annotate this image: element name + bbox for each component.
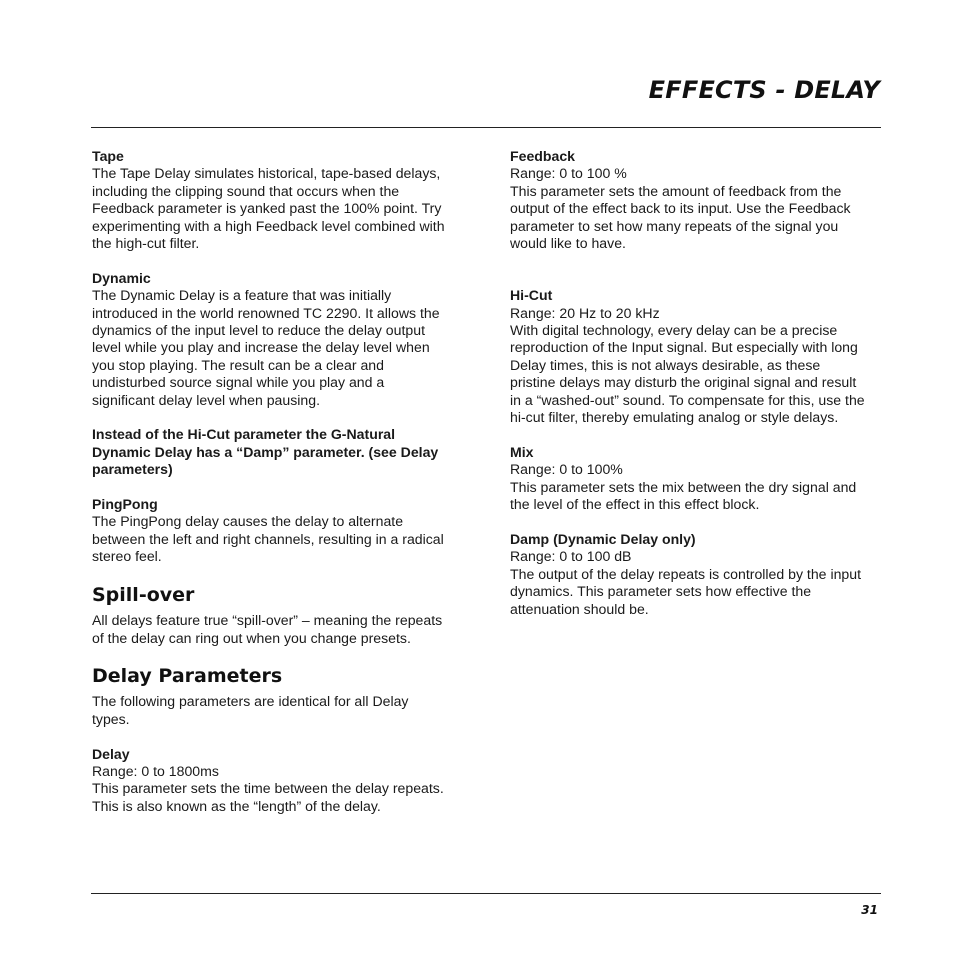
text-line: The Tape Delay simulates historical, tape-based delays, bbox=[92, 165, 441, 182]
section-heading: Hi-Cut bbox=[510, 287, 553, 304]
range-text: Range: 0 to 1800ms bbox=[92, 762, 219, 779]
section-hicut bbox=[510, 287, 882, 426]
section-feedback bbox=[510, 148, 882, 252]
delay-parameters-heading: Delay Parameters bbox=[92, 665, 283, 688]
section-body bbox=[92, 165, 464, 252]
text-line: With digital technology, every delay can be a precise bbox=[510, 322, 838, 339]
text-line: types. bbox=[92, 710, 130, 727]
page-title: EFFECTS - DELAY bbox=[648, 76, 880, 104]
text-line: undisturbed source signal while you play and a bbox=[92, 374, 385, 391]
text-line: the level of the effect in this effect block. bbox=[510, 496, 760, 513]
text-line: stereo feel. bbox=[92, 548, 162, 565]
section-heading: Delay bbox=[92, 745, 130, 762]
text-line: output of the effect back to its input. Use the Feedback bbox=[510, 200, 851, 217]
text-line: experimenting with a high Feedback level combined with bbox=[92, 217, 445, 234]
text-line: the high-cut filter. bbox=[92, 235, 200, 252]
section-heading: PingPong bbox=[92, 496, 158, 513]
section-heading: Tape bbox=[92, 148, 124, 164]
text-line: This parameter sets the amount of feedback from the bbox=[510, 182, 842, 199]
range-text: Range: 0 to 100 % bbox=[510, 165, 627, 182]
right-column bbox=[510, 148, 882, 635]
section-mix bbox=[510, 444, 882, 514]
text-line: All delays feature true “spill-over” – meaning the repeats bbox=[92, 612, 443, 629]
left-column bbox=[92, 148, 464, 833]
text-line: including the clipping sound that occurs when the bbox=[92, 182, 400, 199]
section-damp bbox=[510, 531, 882, 618]
range-text: Range: 0 to 100 dB bbox=[510, 548, 632, 565]
section-heading: Dynamic bbox=[92, 269, 151, 286]
footer-rule bbox=[91, 893, 881, 894]
section-delay-parameters bbox=[92, 693, 464, 728]
spillover-heading: Spill-over bbox=[92, 584, 195, 607]
header-rule bbox=[91, 127, 881, 128]
text-line: level while you play and increase the delay level when bbox=[92, 339, 430, 356]
text-line: between the left and right channels, resulting in a radical bbox=[92, 530, 444, 547]
text-line: This parameter sets the mix between the dry signal and bbox=[510, 478, 857, 495]
text-line: reproduction of the Input signal. But especially with long bbox=[510, 339, 858, 356]
text-line: parameter to set how many repeats of the signal you bbox=[510, 217, 839, 234]
text-line: This is also known as the “length” of the delay. bbox=[92, 797, 381, 814]
range-text: Range: 0 to 100% bbox=[510, 461, 623, 478]
text-line: you stop playing. The result can be a clear and bbox=[92, 356, 384, 373]
text-line: hi-cut filter, thereby emulating analog or style delays. bbox=[510, 409, 839, 426]
section-body bbox=[92, 287, 464, 409]
text-line: dynamics of the input level to reduce the delay output bbox=[92, 322, 425, 339]
text-line: This parameter sets the time between the delay repeats. bbox=[92, 780, 444, 797]
section-spillover bbox=[92, 612, 464, 647]
section-heading: Damp (Dynamic Delay only) bbox=[510, 530, 696, 547]
text-line: The following parameters are identical for all Delay bbox=[92, 693, 409, 710]
text-line: parameters) bbox=[92, 461, 173, 478]
text-line: Instead of the Hi-Cut parameter the G-Natural bbox=[92, 426, 396, 443]
page-number: 31 bbox=[861, 903, 878, 917]
text-line: would like to have. bbox=[510, 235, 626, 252]
section-delay bbox=[92, 746, 464, 816]
text-line: dynamics. This parameter sets how effective the bbox=[510, 583, 812, 600]
section-body bbox=[92, 513, 464, 565]
text-line: attenuation should be. bbox=[510, 600, 649, 617]
section-pingpong bbox=[92, 496, 464, 566]
text-line: significant delay level when pausing. bbox=[92, 391, 320, 408]
text-line: Dynamic Delay has a “Damp” parameter. (see Delay bbox=[92, 443, 439, 460]
spacer bbox=[510, 270, 882, 287]
text-line: in a “washed-out” sound. To compensate for this, use the bbox=[510, 391, 865, 408]
section-heading: Feedback bbox=[510, 148, 576, 164]
section-tape bbox=[92, 148, 464, 252]
damp-note bbox=[92, 426, 464, 478]
section-heading: Mix bbox=[510, 443, 534, 460]
text-line: The PingPong delay causes the delay to alternate bbox=[92, 513, 404, 530]
range-text: Range: 20 Hz to 20 kHz bbox=[510, 304, 660, 321]
text-line: introduced in the world renowned TC 2290. It allows the bbox=[92, 304, 440, 321]
section-dynamic bbox=[92, 270, 464, 409]
text-line: The Dynamic Delay is a feature that was initially bbox=[92, 287, 392, 304]
text-line: of the delay can ring out when you change presets. bbox=[92, 629, 411, 646]
text-line: The output of the delay repeats is controlled by the input bbox=[510, 565, 862, 582]
text-line: Feedback parameter is yanked past the 100% point. Try bbox=[92, 200, 442, 217]
text-line: Delay times, this is not always desirable, as these bbox=[510, 356, 821, 373]
text-line: pristine delays may disturb the original signal and result bbox=[510, 374, 857, 391]
